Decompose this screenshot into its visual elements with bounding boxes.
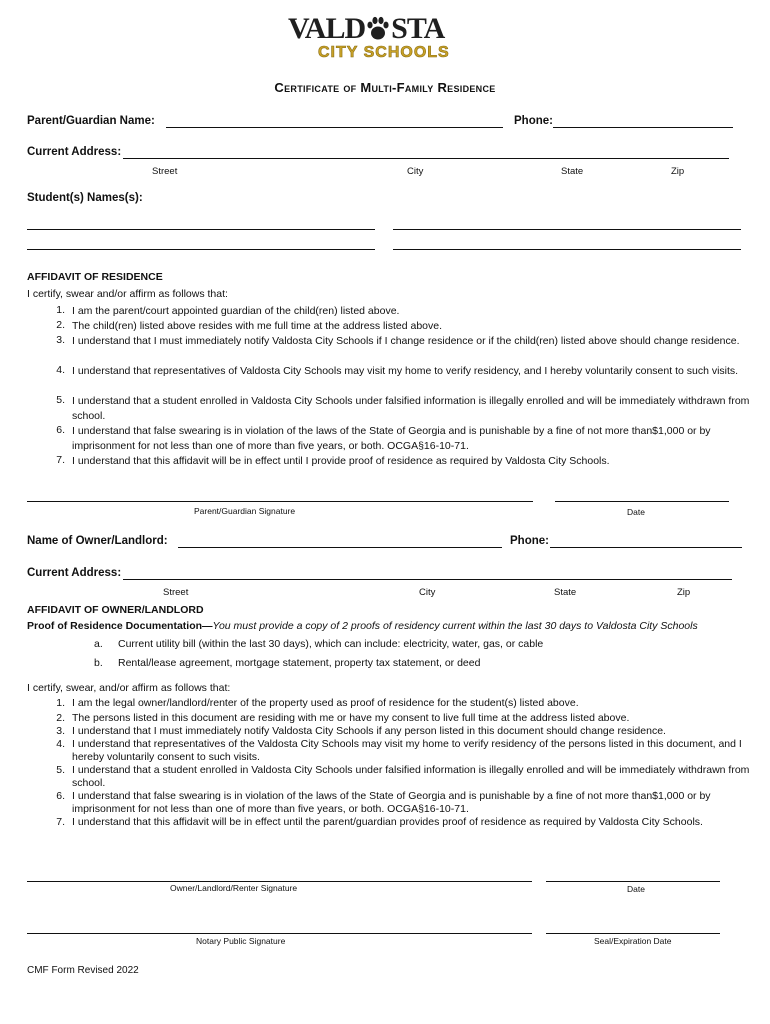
- notary-signature-field[interactable]: [27, 933, 532, 934]
- proof-documentation-text: You must provide a copy of 2 proofs of residency current within the last 30 days to Valdosta City Schools: [212, 620, 698, 632]
- doc-b-num: b.: [94, 657, 103, 669]
- residence-item-number: 2.: [56, 319, 65, 331]
- owner-item-text: The persons listed in this document are residing with me or have my consent to live full time at the address listed above.: [72, 712, 630, 724]
- proof-documentation: [27, 620, 698, 632]
- parent-name-label: Parent/Guardian Name:: [27, 115, 155, 127]
- logo-text-valdo: VALD: [288, 12, 366, 45]
- owner-item-text: I understand that this affidavit will be in effect until the parent/guardian provides proof of residence as required by Valdosta City Schools.: [72, 816, 703, 828]
- form-revision-footer: CMF Form Revised 2022: [27, 965, 139, 976]
- students-label: Student(s) Names(s):: [27, 192, 143, 204]
- parent-date-field[interactable]: [555, 501, 729, 502]
- parent-name-field[interactable]: [166, 127, 503, 128]
- residence-item-text: The child(ren) listed above resides with me full time at the address listed above.: [72, 320, 443, 332]
- residence-item-text: I understand that a student enrolled in Valdosta City Schools under falsified information is illegally enrolled and will be immediately withdrawn from school.: [72, 395, 750, 422]
- owner-item-text: I understand that a student enrolled in Valdosta City Schools under falsified information is illegally enrolled and will be immediately withdrawn from school.: [72, 764, 750, 789]
- residence-item-number: 6.: [56, 424, 65, 436]
- owner-phone-field[interactable]: [550, 547, 742, 548]
- residence-item-text: I am the parent/court appointed guardian of the child(ren) listed above.: [72, 305, 400, 317]
- owner-item-number: 4.: [56, 738, 65, 750]
- owner-state-caption: State: [554, 587, 577, 598]
- doc-a-num: a.: [94, 638, 103, 650]
- owner-item-number: 6.: [56, 790, 65, 802]
- paw-print-icon: [366, 16, 390, 42]
- residence-item-number: 7.: [56, 454, 65, 466]
- owner-date-caption: Date: [627, 884, 645, 894]
- owner-city-caption: City: [419, 587, 436, 598]
- residence-item-number: 5.: [56, 394, 65, 406]
- seal-expiration-field[interactable]: [546, 933, 720, 934]
- residence-item-number: 3.: [56, 334, 65, 346]
- parent-address-field[interactable]: [123, 158, 729, 159]
- owner-signature-field[interactable]: [27, 881, 532, 882]
- affidavit-residence-heading: AFFIDAVIT OF RESIDENCE: [27, 271, 163, 283]
- owner-item-text: I understand that false swearing is in violation of the laws of the State of Georgia and is punishable by a fine of not more than$1,000 or by imprisonment for not less than one of more than five years, or both. OCGA§16-10-71.: [72, 790, 711, 815]
- proof-documentation-label: Proof of Residence Documentation—: [27, 620, 213, 632]
- student-name-field-1[interactable]: [27, 229, 375, 230]
- owner-zip-caption: Zip: [677, 587, 691, 598]
- residence-item-text: I understand that this affidavit will be in effect until I provide proof of residence as required by Valdosta City Schools.: [72, 455, 610, 467]
- seal-expiration-caption: Seal/Expiration Date: [594, 936, 672, 946]
- address-zip-caption: Zip: [671, 166, 685, 177]
- student-name-field-2[interactable]: [393, 229, 741, 230]
- parent-signature-caption: Parent/Guardian Signature: [194, 506, 296, 516]
- valdosta-logo: [288, 14, 488, 70]
- affidavit-owner-heading: AFFIDAVIT OF OWNER/LANDLORD: [27, 604, 204, 616]
- parent-signature-field[interactable]: [27, 501, 533, 502]
- residence-item-text: I understand that false swearing is in violation of the laws of the State of Georgia and is punishable by a fine of not more than$1,000 or by imprisonment for not less than one of more than five years, or both. OCGA§16-10-71.: [72, 425, 711, 452]
- address-city-caption: City: [407, 166, 424, 177]
- logo-subtitle: CITY SCHOOLS: [318, 44, 450, 61]
- owner-signature-caption: Owner/Landlord/Renter Signature: [170, 883, 298, 893]
- logo-text-sta: STA: [391, 12, 445, 45]
- owner-item-number: 3.: [56, 725, 65, 737]
- owner-address-label: Current Address:: [27, 567, 122, 579]
- owner-item-number: 5.: [56, 764, 65, 776]
- owner-item-text: I understand that representatives of the Valdosta City Schools may visit my home to verify residency of the persons listed in this document, and I hereby voluntarily consent to such visits.: [72, 738, 742, 763]
- owner-item-number: 2.: [56, 712, 65, 724]
- affidavit-owner-intro: I certify, swear, and/or affirm as follows that:: [27, 682, 231, 694]
- parent-address-label: Current Address:: [27, 146, 122, 158]
- residence-item-text: I understand that I must immediately notify Valdosta City Schools if I change residence or if the child(ren) listed above should change residence.: [72, 335, 740, 347]
- owner-date-field[interactable]: [546, 881, 720, 882]
- parent-phone-field[interactable]: [553, 127, 733, 128]
- doc-b-text: Rental/lease agreement, mortgage statement, property tax statement, or deed: [118, 657, 481, 669]
- student-name-field-3[interactable]: [27, 249, 375, 250]
- owner-name-label: Name of Owner/Landlord:: [27, 535, 168, 547]
- owner-street-caption: Street: [163, 587, 189, 598]
- affidavit-residence-intro: I certify, swear and/or affirm as follows that:: [27, 288, 228, 300]
- owner-item-number: 7.: [56, 816, 65, 828]
- owner-name-field[interactable]: [178, 547, 502, 548]
- residence-item-number: 1.: [56, 304, 65, 316]
- parent-phone-label: Phone:: [514, 115, 553, 127]
- owner-item-number: 1.: [56, 697, 65, 709]
- residence-item-number: 4.: [56, 364, 65, 376]
- owner-address-field[interactable]: [123, 579, 732, 580]
- owner-item-text: I am the legal owner/landlord/renter of the property used as proof of residence for the student(s) listed above.: [72, 697, 579, 709]
- doc-a-text: Current utility bill (within the last 30 days), which can include: electricity, water, gas, or cable: [118, 638, 544, 650]
- page-title: [0, 80, 770, 95]
- parent-date-caption: Date: [627, 507, 645, 517]
- owner-phone-label: Phone:: [510, 535, 549, 547]
- residence-item-text: I understand that representatives of Valdosta City Schools may visit my home to verify residency, and I hereby voluntarily consent to such visits.: [72, 365, 739, 377]
- owner-item-text: I understand that I must immediately notify Valdosta City Schools if any person listed in this document should change residence.: [72, 725, 666, 737]
- address-street-caption: Street: [152, 166, 178, 177]
- notary-signature-caption: Notary Public Signature: [196, 936, 286, 946]
- address-state-caption: State: [561, 166, 584, 177]
- page-title-text: Certificate of Multi-Family Residence: [274, 80, 496, 95]
- student-name-field-4[interactable]: [393, 249, 741, 250]
